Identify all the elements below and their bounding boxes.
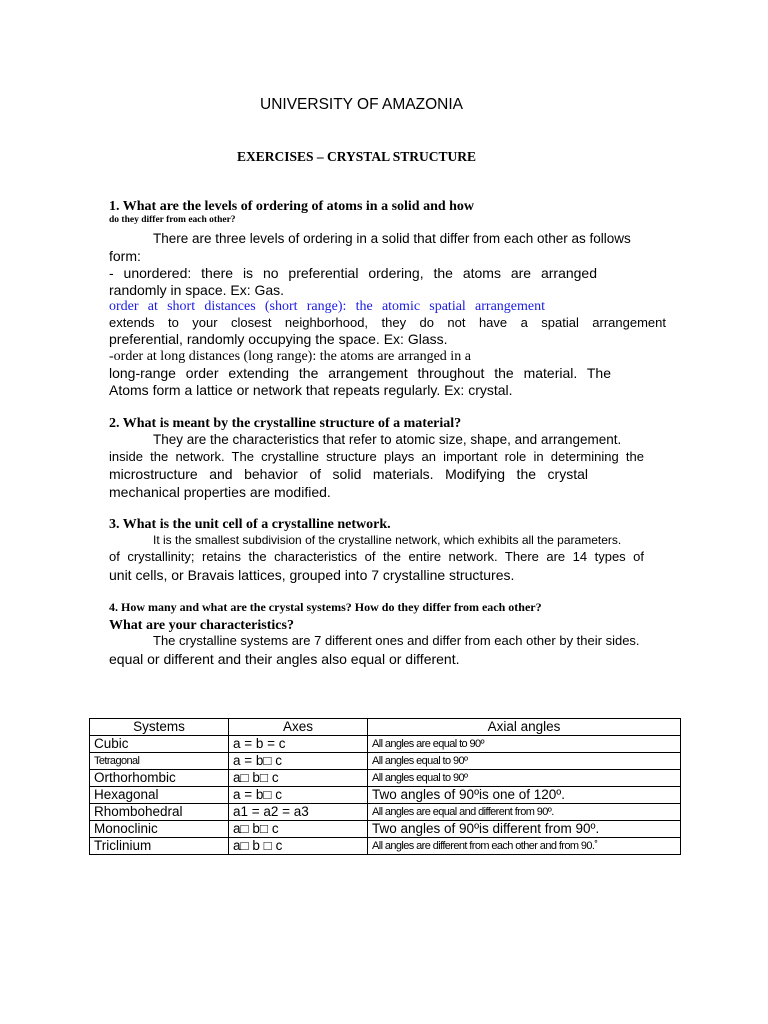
- table-row: [90, 753, 681, 770]
- q1-line-8: -order at long distances (long range): the atoms are arranged in a: [109, 349, 471, 364]
- q1-line-1: There are three levels of ordering in a solid that differ from each other as follows: [153, 231, 631, 246]
- system-axes: a□ b □ c: [229, 838, 368, 855]
- table-row: [90, 804, 681, 821]
- system-name: Hexagonal: [90, 787, 229, 804]
- crystal-systems-table: [89, 718, 681, 855]
- q2-line-3: microstructure and behavior of solid materials. Modifying the crystal: [109, 466, 588, 482]
- q4-line-2: equal or different and their angles also equal or different.: [109, 651, 460, 667]
- system-angles: All angles are equal to 90º: [368, 736, 681, 753]
- system-angles: Two angles of 90ºis one of 120º.: [368, 787, 681, 804]
- system-angles: All angles are different from each other and from 90.˚: [368, 838, 681, 855]
- system-axes: a□ b□ c: [229, 770, 368, 787]
- university-name: UNIVERSITY OF AMAZONIA: [260, 96, 463, 113]
- q1-line-10: Atoms form a lattice or network that repeats regularly. Ex: crystal.: [109, 382, 513, 398]
- q1-line-2: form:: [109, 248, 141, 264]
- q1-line-4: randomly in space. Ex: Gas.: [109, 282, 285, 298]
- system-name: Triclinium: [90, 838, 229, 855]
- header-systems: Systems: [90, 719, 229, 736]
- system-name: Orthorhombic: [90, 770, 229, 787]
- q3-line-3: unit cells, or Bravais lattices, grouped into 7 crystalline structures.: [109, 567, 515, 583]
- header-axes: Axes: [229, 719, 368, 736]
- system-angles: Two angles of 90ºis different from 90º.: [368, 821, 681, 838]
- system-name: Cubic: [90, 736, 229, 753]
- document-title: EXERCISES – CRYSTAL STRUCTURE: [237, 149, 476, 164]
- q1-heading-small: do they differ from each other?: [109, 215, 236, 225]
- q1-heading: 1. What are the levels of ordering of atoms in a solid and how: [109, 199, 475, 214]
- q3-line-2: of crystallinity; retains the characteristics of the entire network. There are 14 types of: [109, 549, 644, 564]
- system-angles: All angles equal to 90º: [368, 770, 681, 787]
- q1-line-6: extends to your closest neighborhood, they do not have a spatial arrangement: [109, 315, 666, 330]
- q1-line-9: long-range order extending the arrangement throughout the material. The: [109, 365, 611, 381]
- q4-line-1: The crystalline systems are 7 different ones and differ from each other by their sides.: [153, 633, 640, 648]
- q1-line-5: order at short distances (short range): the atomic spatial arrangement: [109, 299, 545, 314]
- table-header-row: [90, 719, 681, 736]
- q2-line-2: inside the network. The crystalline structure plays an important role in determining the: [109, 449, 644, 464]
- q4-heading-2: What are your characteristics?: [109, 618, 294, 633]
- table-row: [90, 770, 681, 787]
- system-axes: a1 = a2 = a3: [229, 804, 368, 821]
- system-angles: All angles are equal and different from 90º.: [368, 804, 681, 821]
- table-row: [90, 838, 681, 855]
- q1-line-7: preferential, randomly occupying the space. Ex: Glass.: [109, 331, 448, 347]
- q1-line-3: - unordered: there is no preferential ordering, the atoms are arranged: [109, 265, 597, 281]
- system-axes: a = b□ c: [229, 787, 368, 804]
- q4-heading: 4. How many and what are the crystal systems? How do they differ from each other?: [109, 600, 542, 614]
- header-axial-angles: Axial angles: [368, 719, 681, 736]
- q3-heading: 3. What is the unit cell of a crystalline network.: [109, 517, 391, 532]
- table-row: [90, 736, 681, 753]
- table-row: [90, 787, 681, 804]
- system-axes: a□ b□ c: [229, 821, 368, 838]
- system-name: Tetragonal: [90, 753, 229, 770]
- system-name: Rhombohedral: [90, 804, 229, 821]
- q2-heading: 2. What is meant by the crystalline structure of a material?: [109, 416, 462, 431]
- system-axes: a = b = c: [229, 736, 368, 753]
- system-axes: a = b□ c: [229, 753, 368, 770]
- q3-line-1: It is the smallest subdivision of the crystalline network, which exhibits all the parameters.: [153, 533, 622, 547]
- system-angles: All angles equal to 90º: [368, 753, 681, 770]
- q2-line-1: They are the characteristics that refer to atomic size, shape, and arrangement.: [153, 432, 622, 447]
- q2-line-4: mechanical properties are modified.: [109, 484, 331, 500]
- system-name: Monoclinic: [90, 821, 229, 838]
- table-row: [90, 821, 681, 838]
